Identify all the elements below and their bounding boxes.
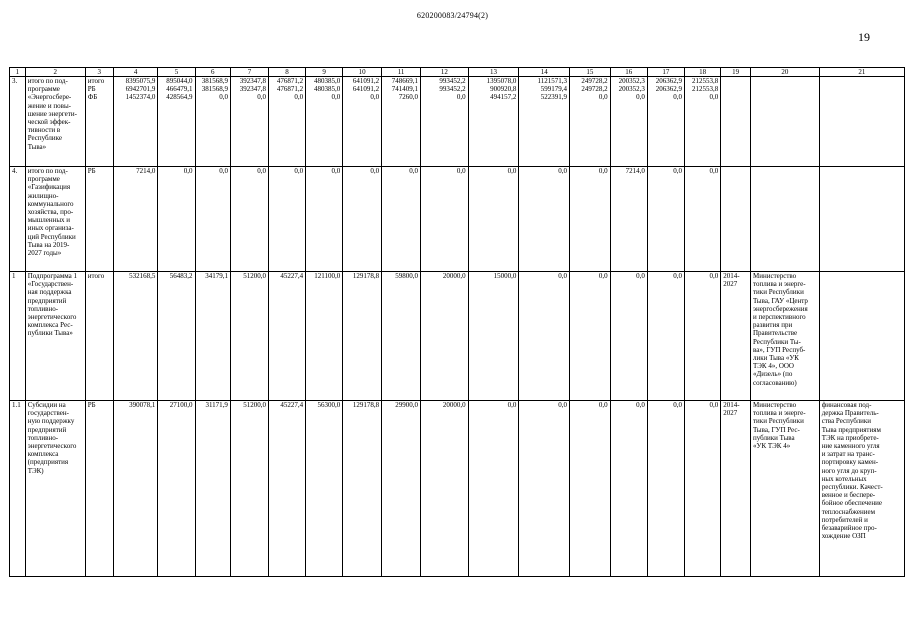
- expected-result: [819, 272, 904, 401]
- amount-cell-col-15: 0,0: [570, 272, 611, 401]
- amount-cell-col-15: 0,0: [570, 167, 611, 272]
- amount-cell-col-7: 51200,0: [230, 272, 268, 401]
- amount-cell-col-16: 200352,3 200352,3 0,0: [610, 77, 647, 167]
- amount-cell-col-14: 0,0: [519, 401, 570, 577]
- amount-cell-col-5: 0,0: [158, 167, 195, 272]
- responsible-executor: Министерство топлива и энерге- тики Республики Тыва, ГУП Рес- публики Тыва «УК ТЭК 4»: [751, 401, 820, 577]
- column-number-8: 8: [268, 68, 305, 77]
- amount-cell-col-6: 0,0: [195, 167, 230, 272]
- program-name: Подпрограмма 1 «Государствен- ная поддержка предприятий топливно- энергетического комплекса Рес- публики Тыва»: [25, 272, 85, 401]
- column-number-6: 6: [195, 68, 230, 77]
- amount-cell-col-8: 476871,2 476871,2 0,0: [268, 77, 305, 167]
- amount-cell-col-8: 45227,4: [268, 401, 305, 577]
- amount-cell-col-12: 0,0: [421, 167, 469, 272]
- column-number-2: 2: [25, 68, 85, 77]
- column-number-12: 12: [421, 68, 469, 77]
- column-number-21: 21: [819, 68, 904, 77]
- funding-source: итого РБ ФБ: [85, 77, 113, 167]
- row-number: 4.: [10, 167, 26, 272]
- amount-cell-col-8: 0,0: [268, 167, 305, 272]
- amount-cell-col-14: 0,0: [519, 167, 570, 272]
- amount-cell-col-12: 20000,0: [421, 272, 469, 401]
- responsible-executor: Министерство топлива и энерге- тики Республики Тыва, ГАУ «Центр энергосбережения и перспективного развития при Правительстве Республики Ты- ва», ГУП Респуб- лики Тыва «УК ТЭК 4», ООО «Дизель» (по согласованию): [751, 272, 820, 401]
- row-number: 3.: [10, 77, 26, 167]
- amount-cell-col-5: 27100,0: [158, 401, 195, 577]
- amount-cell-col-13: 0,0: [468, 167, 519, 272]
- amount-cell-col-4: 390078,1: [113, 401, 158, 577]
- amount-cell-col-15: 249728,2 249728,2 0,0: [570, 77, 611, 167]
- column-number-16: 16: [610, 68, 647, 77]
- column-number-15: 15: [570, 68, 611, 77]
- column-number-13: 13: [468, 68, 519, 77]
- amount-cell-col-10: 129178,8: [343, 401, 382, 577]
- responsible-executor: [751, 77, 820, 167]
- amount-cell-col-17: 206362,9 206362,9 0,0: [647, 77, 684, 167]
- table-row: [10, 272, 905, 401]
- amount-cell-col-18: 0,0: [684, 401, 720, 577]
- amount-cell-col-11: 0,0: [382, 167, 421, 272]
- amount-cell-col-11: 748669,1 741409,1 7260,0: [382, 77, 421, 167]
- amount-cell-col-9: 0,0: [306, 167, 343, 272]
- column-number-row: [10, 68, 905, 77]
- amount-cell-col-9: 121100,0: [306, 272, 343, 401]
- column-number-18: 18: [684, 68, 720, 77]
- column-number-19: 19: [721, 68, 751, 77]
- amount-cell-col-14: 1121571,3 599179,4 522391,9: [519, 77, 570, 167]
- column-number-20: 20: [751, 68, 820, 77]
- program-name: итого по под- программе «Энергосбере- жение и повы- шение энергети- ческой эффек- тивности в Республике Тыва»: [25, 77, 85, 167]
- expected-result: финансовая под- держка Правитель- ства Республики Тыва предприятиям ТЭК на приобрете- ние каменного угля и затрат на транс- портировку камен- ного угля до круп- ных котельных республики. Качест- венное и беспере- бойное обеспечение теплоснабжением потребителей и безаварийное про- хождение ОЗП: [819, 401, 904, 577]
- amount-cell-col-8: 45227,4: [268, 272, 305, 401]
- amount-cell-col-5: 56483,2: [158, 272, 195, 401]
- amount-cell-col-13: 1395078,0 900920,8 494157,2: [468, 77, 519, 167]
- amount-cell-col-11: 29900,0: [382, 401, 421, 577]
- amount-cell-col-6: 381568,9 381568,9 0,0: [195, 77, 230, 167]
- table-row: [10, 167, 905, 272]
- funding-source: РБ: [85, 401, 113, 577]
- amount-cell-col-17: 0,0: [647, 272, 684, 401]
- amount-cell-col-7: 51200,0: [230, 401, 268, 577]
- amount-cell-col-4: 8395075,9 6942701,9 1452374,0: [113, 77, 158, 167]
- amount-cell-col-14: 0,0: [519, 272, 570, 401]
- column-number-7: 7: [230, 68, 268, 77]
- table-row: [10, 77, 905, 167]
- amount-cell-col-12: 993452,2 993452,2 0,0: [421, 77, 469, 167]
- page-number: 19: [858, 30, 870, 44]
- amount-cell-col-10: 129178,8: [343, 272, 382, 401]
- amount-cell-col-18: 0,0: [684, 167, 720, 272]
- column-number-4: 4: [113, 68, 158, 77]
- funding-source: итого: [85, 272, 113, 401]
- table-row: [10, 401, 905, 577]
- document-id: 620200083/24794(2): [416, 11, 489, 20]
- expected-result: [819, 167, 904, 272]
- implementation-period: 2014- 2027: [721, 272, 751, 401]
- column-number-10: 10: [343, 68, 382, 77]
- responsible-executor: [751, 167, 820, 272]
- program-funding-table: [9, 67, 905, 577]
- amount-cell-col-5: 895044,0 466479,1 428564,9: [158, 77, 195, 167]
- program-name: Субсидии на государствен- ную поддержку предприятий топливно- энергетического комплекса (предприятия ТЭК): [25, 401, 85, 577]
- expected-result: [819, 77, 904, 167]
- amount-cell-col-18: 212553,8 212553,8 0,0: [684, 77, 720, 167]
- amount-cell-col-13: 0,0: [468, 401, 519, 577]
- amount-cell-col-16: 0,0: [610, 272, 647, 401]
- amount-cell-col-13: 15000,0: [468, 272, 519, 401]
- amount-cell-col-17: 0,0: [647, 401, 684, 577]
- amount-cell-col-16: 7214,0: [610, 167, 647, 272]
- amount-cell-col-17: 0,0: [647, 167, 684, 272]
- amount-cell-col-4: 7214,0: [113, 167, 158, 272]
- implementation-period: [721, 167, 751, 272]
- amount-cell-col-12: 20000,0: [421, 401, 469, 577]
- funding-source: РБ: [85, 167, 113, 272]
- row-number: 1.1: [10, 401, 26, 577]
- amount-cell-col-9: 480385,0 480385,0 0,0: [306, 77, 343, 167]
- column-number-3: 3: [85, 68, 113, 77]
- amount-cell-col-4: 532168,5: [113, 272, 158, 401]
- column-number-11: 11: [382, 68, 421, 77]
- row-number: 1: [10, 272, 26, 401]
- column-number-9: 9: [306, 68, 343, 77]
- amount-cell-col-11: 59800,0: [382, 272, 421, 401]
- column-number-1: 1: [10, 68, 26, 77]
- implementation-period: 2014- 2027: [721, 401, 751, 577]
- amount-cell-col-10: 641091,2 641091,2 0,0: [343, 77, 382, 167]
- column-number-5: 5: [158, 68, 195, 77]
- amount-cell-col-10: 0,0: [343, 167, 382, 272]
- amount-cell-col-16: 0,0: [610, 401, 647, 577]
- column-number-17: 17: [647, 68, 684, 77]
- column-number-14: 14: [519, 68, 570, 77]
- program-name: итого по под- программе «Газификация жилищно- коммунального хозяйства, про- мышленных и иных организа- ций Республики Тыва на 2019- 2027 годы»: [25, 167, 85, 272]
- amount-cell-col-9: 56300,0: [306, 401, 343, 577]
- implementation-period: [721, 77, 751, 167]
- amount-cell-col-6: 31171,9: [195, 401, 230, 577]
- amount-cell-col-15: 0,0: [570, 401, 611, 577]
- amount-cell-col-7: 0,0: [230, 167, 268, 272]
- amount-cell-col-18: 0,0: [684, 272, 720, 401]
- amount-cell-col-6: 34179,1: [195, 272, 230, 401]
- amount-cell-col-7: 392347,8 392347,8 0,0: [230, 77, 268, 167]
